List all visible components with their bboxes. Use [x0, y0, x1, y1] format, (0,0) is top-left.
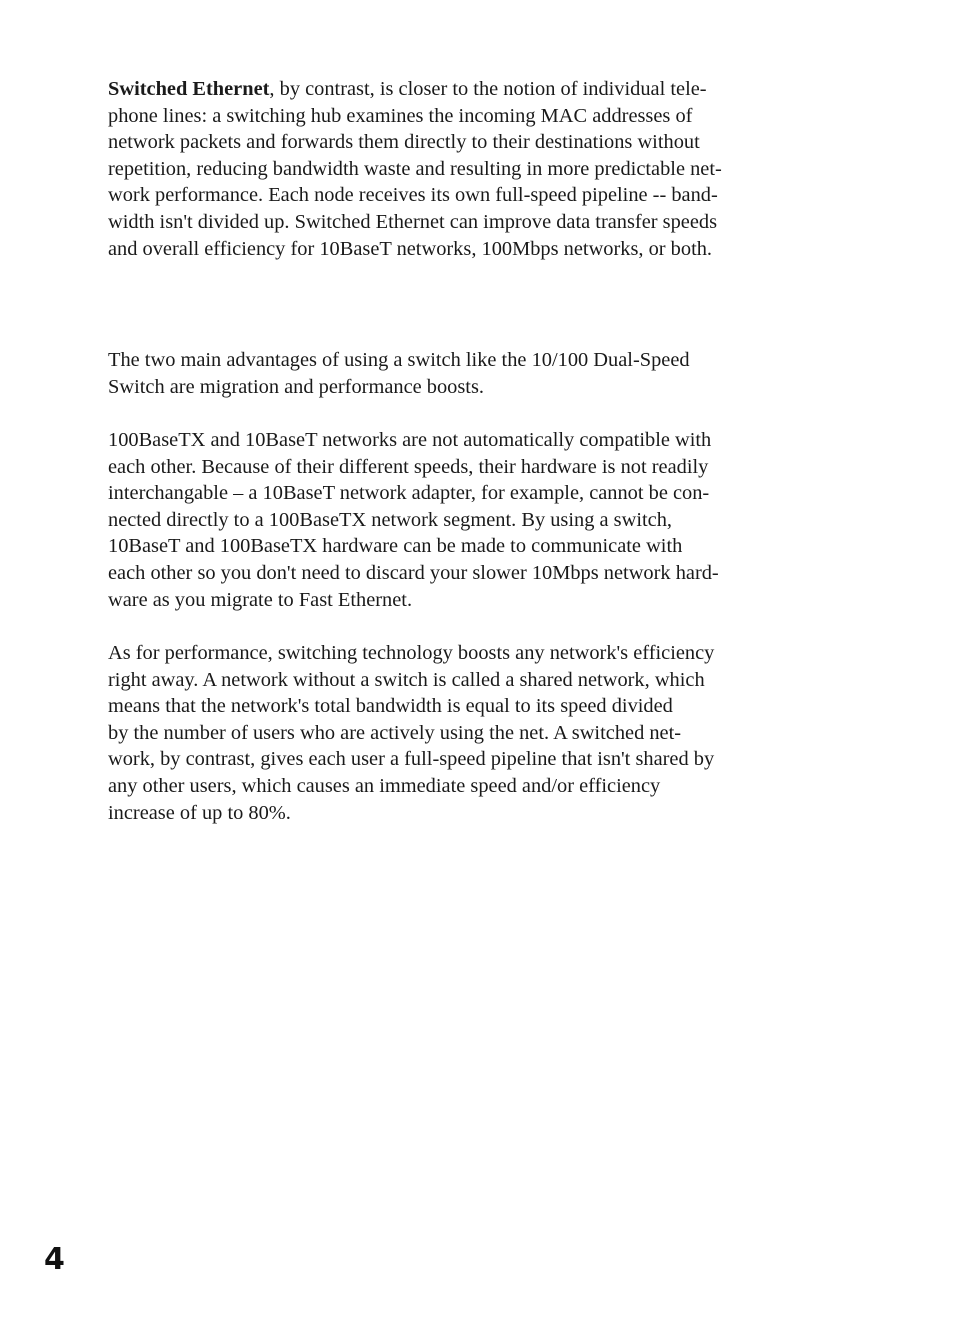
text-line: increase of up to 80%.	[108, 801, 291, 824]
text-line: each other so you don't need to discard your slower 10Mbps network hard-	[108, 561, 719, 584]
paragraph-switched-ethernet	[108, 76, 808, 262]
text-line: ware as you migrate to Fast Ethernet.	[108, 588, 413, 611]
text-line: interchangable – a 10BaseT network adapter, for example, cannot be con-	[108, 482, 710, 505]
text-line: The two main advantages of using a switch like the 10/100 Dual-Speed	[108, 349, 690, 371]
text-line: width isn't divided up. Switched Ethernet can improve data transfer speeds	[108, 210, 718, 233]
text-line: nected directly to a 100BaseTX network segment. By using a switch,	[108, 508, 673, 531]
text-line: 100BaseTX and 10BaseT networks are not automatically compatible with	[108, 429, 712, 451]
text-line: work performance. Each node receives its own full-speed pipeline -- band-	[108, 184, 718, 207]
text-fragment: , by contrast, is closer to the notion of individual tele-	[269, 78, 707, 100]
paragraph-performance	[108, 640, 808, 826]
lead-term: Switched Ethernet	[108, 78, 270, 100]
text-line: work, by contrast, gives each user a full-speed pipeline that isn't shared by	[108, 748, 715, 771]
text-line: Switch are migration and performance boosts.	[108, 375, 484, 398]
text-line: by the number of users who are actively using the net. A switched net-	[108, 721, 682, 744]
text-line: phone lines: a switching hub examines the incoming MAC addresses of	[108, 104, 693, 127]
paragraph-migration	[108, 427, 808, 613]
page-number: 4	[44, 1242, 65, 1277]
text-line	[108, 76, 808, 103]
paragraph-advantages	[108, 347, 808, 400]
text-line: repetition, reducing bandwidth waste and resulting in more predictable net-	[108, 157, 722, 180]
text-line: network packets and forwards them directly to their destinations without	[108, 131, 700, 154]
text-line: 10BaseT and 100BaseTX hardware can be made to communicate with	[108, 535, 683, 558]
text-line: As for performance, switching technology boosts any network's efficiency	[108, 642, 715, 664]
text-line: any other users, which causes an immediate speed and/or efficiency	[108, 774, 661, 797]
text-line: means that the network's total bandwidth is equal to its speed divided	[108, 695, 673, 718]
text-line: right away. A network without a switch is called a shared network, which	[108, 668, 705, 691]
text-line: each other. Because of their different speeds, their hardware is not readily	[108, 455, 709, 478]
text-line: and overall efficiency for 10BaseT networks, 100Mbps networks, or both.	[108, 237, 713, 260]
